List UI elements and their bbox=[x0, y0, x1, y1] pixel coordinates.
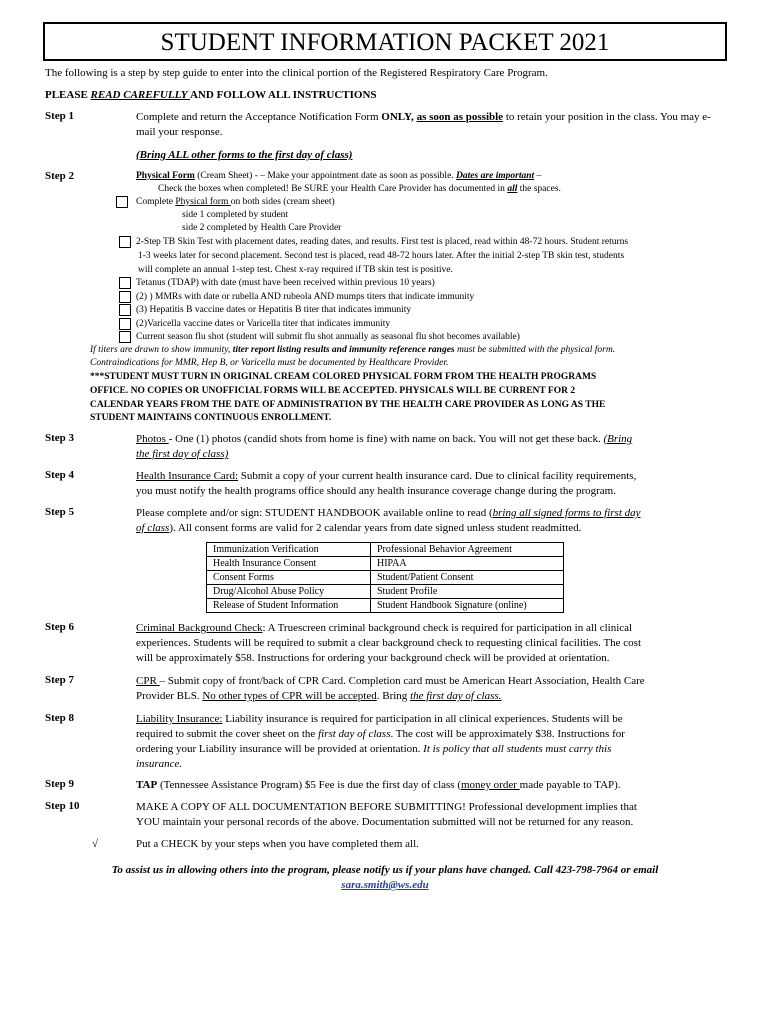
footer-note: To assist us in allowing others into the program, please notify us if your plans have changed. Call 423-798-7964 or email bbox=[111, 864, 659, 876]
table-cell: Consent Forms bbox=[207, 571, 371, 585]
table-cell: Student Handbook Signature (online) bbox=[370, 599, 563, 613]
checklist-item: Complete Physical form on both sides (cream sheet) bbox=[136, 197, 335, 207]
tb-test-checkbox[interactable] bbox=[119, 236, 131, 248]
step-7-text: CPR – Submit copy of front/back of CPR Card. Completion card must be American Heart Association, Health Care Provider BLS. No other types of CPR will be accepted. Bring the first day of class. bbox=[136, 675, 645, 702]
step-8-label: Step 8 bbox=[45, 712, 75, 724]
mmr-checkbox[interactable] bbox=[119, 291, 131, 303]
table-row bbox=[207, 571, 564, 585]
table-cell: Health Insurance Consent bbox=[207, 557, 371, 571]
tetanus-checkbox[interactable] bbox=[119, 277, 131, 289]
varicella-checkbox[interactable] bbox=[119, 318, 131, 330]
physical-form-checkbox[interactable] bbox=[116, 196, 128, 208]
checklist-item: (2) ) MMRs with date or rubella AND rubeola AND mumps titers that indicate immunity bbox=[136, 292, 475, 302]
checklist-item: Current season flu shot (student will submit flu shot annually as seasonal flu shot becomes available) bbox=[136, 332, 520, 342]
table-row bbox=[207, 557, 564, 571]
step-3-text: Photos - One (1) photos (candid shots from home is fine) with name on back. You will not get these back. (Bring the first day of class) bbox=[136, 433, 633, 460]
titer-note: If titers are drawn to show immunity, titer report listing results and immunity reference ranges must be submitted with the physical form. bbox=[90, 345, 616, 355]
physical-form-warning-3: CALENDAR YEARS FROM THE DATE OF ADMINISTRATION BY THE HEALTH CARE PROVIDER AS LONG AS THE bbox=[90, 400, 606, 410]
step-4-text: Health Insurance Card: Submit a copy of your current health insurance card. Due to clinical facility requirements, you must notify the health programs office should any health insurance coverage change during the program. bbox=[136, 470, 637, 497]
step-10-label: Step 10 bbox=[45, 800, 80, 812]
page-title: STUDENT INFORMATION PACKET 2021 bbox=[43, 22, 727, 61]
checklist-item: (3) Hepatitis B vaccine dates or Hepatitis B titer that indicates immunity bbox=[136, 305, 412, 315]
check-instruction: Put a CHECK by your steps when you have completed them all. bbox=[136, 838, 419, 850]
checklist-item-cont: 1-3 weeks later for second placement. Second test is placed, read 48-72 hours later. After the initial 2-step TB skin test, students bbox=[138, 251, 625, 261]
checklist-item: Tetanus (TDAP) with date (must have been received within previous 10 years) bbox=[136, 278, 435, 288]
table-cell: Release of Student Information bbox=[207, 599, 371, 613]
step-7-label: Step 7 bbox=[45, 674, 75, 686]
step-10-text: MAKE A COPY OF ALL DOCUMENTATION BEFORE SUBMITTING! Professional development implies that YOU maintain your personal records of the above. Documentation submitted will not be returned for any reason. bbox=[136, 801, 637, 828]
step-2-text: Physical Form (Cream Sheet) - – Make your appointment date as soon as possible. Dates are important – bbox=[136, 171, 542, 181]
table-row bbox=[207, 599, 564, 613]
instructions-heading: PLEASE READ CAREFULLY AND FOLLOW ALL INSTRUCTIONS bbox=[45, 89, 377, 101]
checklist-subitem: side 1 completed by student bbox=[182, 210, 289, 220]
step-2-check-note: Check the boxes when completed! Be SURE your Health Care Provider has documented in all the spaces. bbox=[158, 184, 561, 194]
step-8-text: Liability Insurance: Liability insurance is required for participation in all clinical experiences. Students will be required to submit the cover sheet on the first day of class. The cost will be approximately $38. Instructions for ordering your Liability insurance will be provided at orientation. It is policy that all students must carry this insurance. bbox=[136, 713, 625, 770]
step-5-label: Step 5 bbox=[45, 506, 75, 518]
table-cell: HIPAA bbox=[370, 557, 563, 571]
table-cell: Drug/Alcohol Abuse Policy bbox=[207, 585, 371, 599]
step-1-bring-note: (Bring ALL other forms to the first day of class) bbox=[136, 149, 353, 161]
step-5-text: Please complete and/or sign: STUDENT HANDBOOK available online to read (bring all signed forms to first day of class). All consent forms are valid for 2 calendar years from date signed unless student readmitted. bbox=[136, 507, 641, 534]
checklist-item: 2-Step TB Skin Test with placement dates, reading dates, and results. First test is placed, read within 48-72 hours. Student returns bbox=[136, 237, 629, 247]
table-row bbox=[207, 585, 564, 599]
step-6-text: Criminal Background Check: A Truescreen criminal background check is required for participation in all clinical experiences. Students will be required to submit a clear background check to requesting clinical facilities. The cost will be approximately $58. Instructions for ordering your background check will be provided at orientation. bbox=[136, 622, 642, 664]
table-cell: Professional Behavior Agreement bbox=[370, 543, 563, 557]
physical-form-warning-2: OFFICE. NO COPIES OR UNOFFICIAL FORMS WILL BE ACCEPTED. PHYSICALS WILL BE CURRENT FOR 2 bbox=[90, 386, 576, 396]
table-cell: Student/Patient Consent bbox=[370, 571, 563, 585]
contraindications-note: Contraindications for MMR, Hep B, or Varicella must be documented by Healthcare Provider. bbox=[90, 358, 449, 368]
step-1-label: Step 1 bbox=[45, 110, 75, 122]
physical-form-warning-4: STUDENT MAINTAINS CONTINUOUS ENROLLMENT. bbox=[90, 413, 332, 423]
footer-email-row bbox=[0, 878, 770, 893]
step-3-label: Step 3 bbox=[45, 432, 75, 444]
step-1-text: Complete and return the Acceptance Notification Form ONLY, as soon as possible to retain your position in the class. You may e-mail your response. bbox=[136, 111, 711, 138]
checklist-item: (2)Varicella vaccine dates or Varicella titer that indicates immunity bbox=[136, 319, 391, 329]
checklist-item-cont: will complete an annual 1-step test. Chest x-ray required if TB skin test is positive. bbox=[138, 265, 453, 275]
consent-forms-table bbox=[206, 542, 564, 613]
table-cell: Student Profile bbox=[370, 585, 563, 599]
hepatitis-b-checkbox[interactable] bbox=[119, 304, 131, 316]
step-9-label: Step 9 bbox=[45, 778, 75, 790]
intro-text: The following is a step by step guide to enter into the clinical portion of the Registered Respiratory Care Program. bbox=[45, 67, 548, 79]
table-row bbox=[207, 543, 564, 557]
check-mark-icon: √ bbox=[92, 838, 99, 850]
step-9-text: TAP (Tennessee Assistance Program) $5 Fee is due the first day of class (money order made payable to TAP). bbox=[136, 779, 621, 791]
step-6-label: Step 6 bbox=[45, 621, 75, 633]
table-cell: Immunization Verification bbox=[207, 543, 371, 557]
physical-form-warning-1: ***STUDENT MUST TURN IN ORIGINAL CREAM COLORED PHYSICAL FORM FROM THE HEALTH PROGRAMS bbox=[90, 372, 597, 382]
flu-shot-checkbox[interactable] bbox=[119, 331, 131, 343]
step-2-label: Step 2 bbox=[45, 170, 75, 182]
email-link[interactable]: sara.smith@ws.edu bbox=[341, 879, 429, 891]
step-4-label: Step 4 bbox=[45, 469, 75, 481]
checklist-subitem: side 2 completed by Health Care Provider bbox=[182, 223, 342, 233]
